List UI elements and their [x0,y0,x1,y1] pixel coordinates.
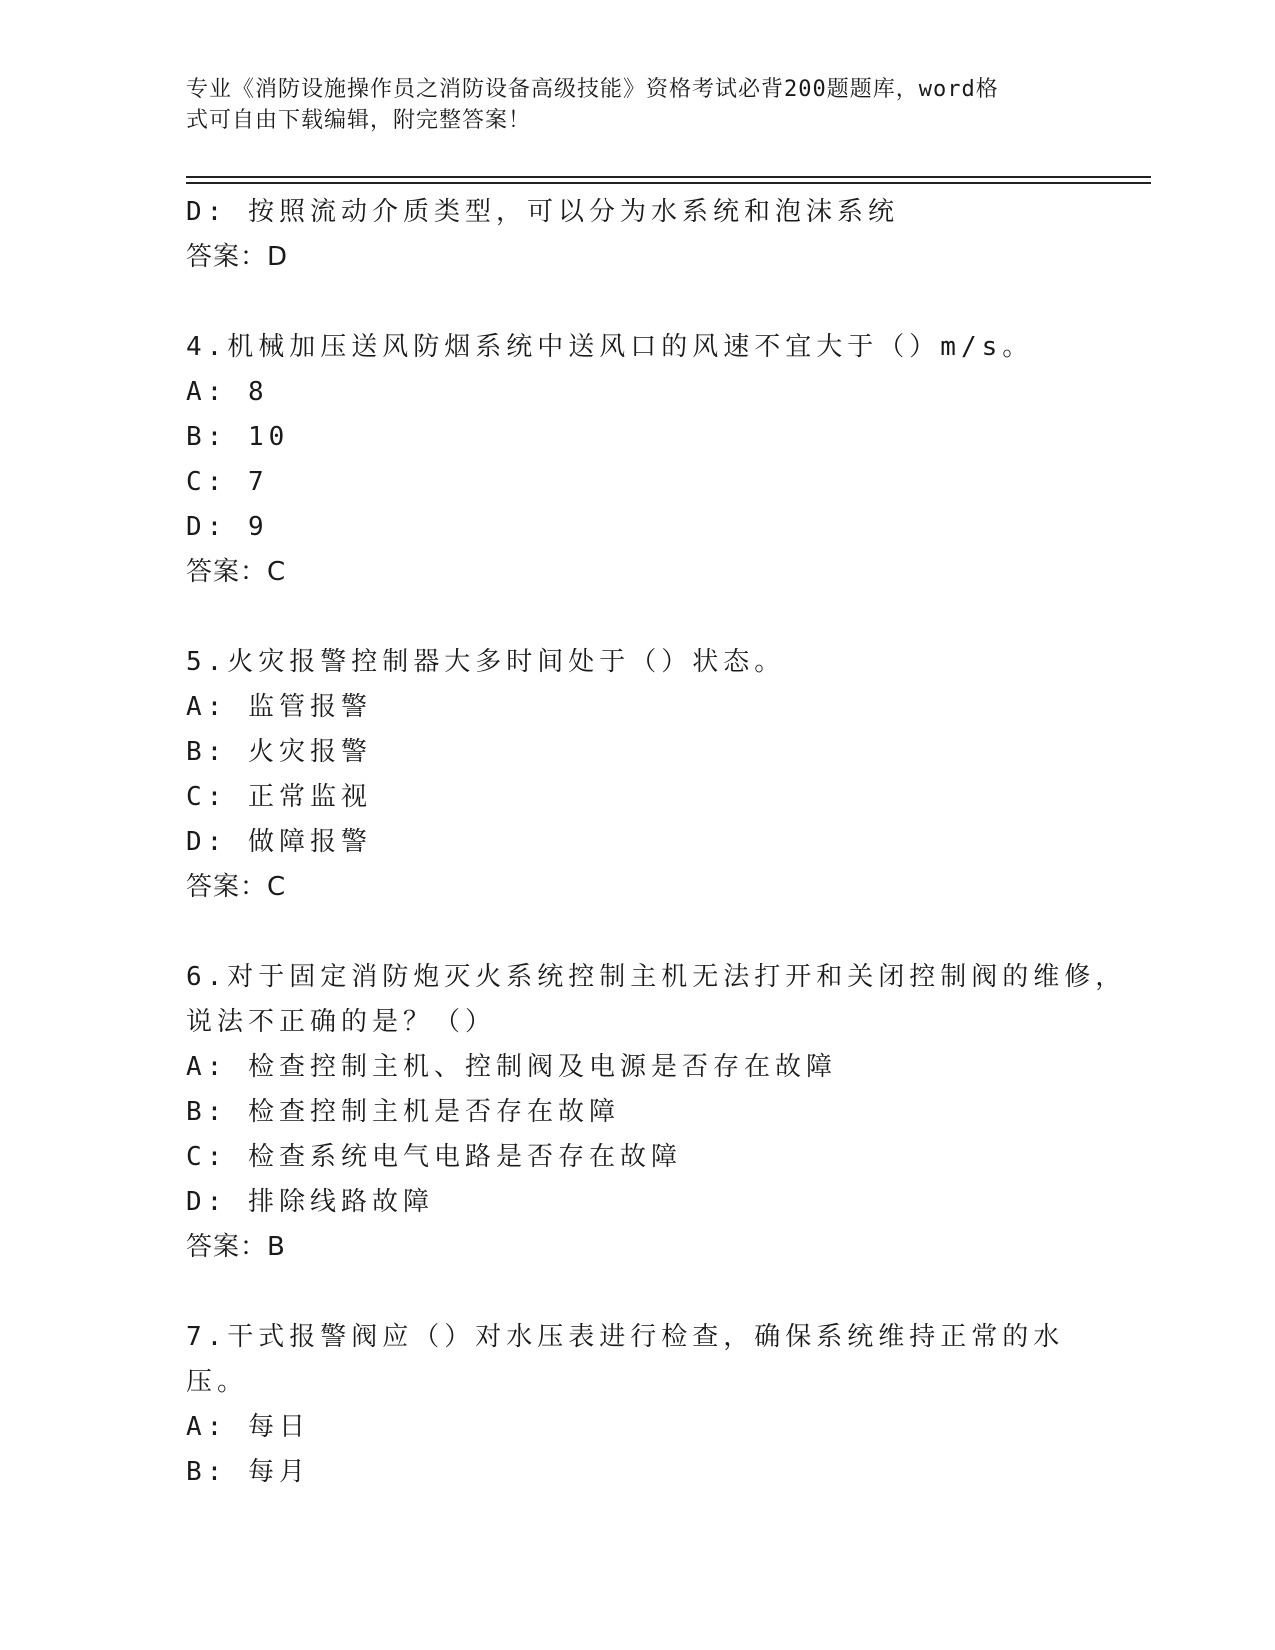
header-line-2: 式可自由下载编辑，附完整答案！ [186,108,532,133]
option-a: A: 监管报警 [186,692,372,722]
option-b: B: 火灾报警 [186,737,372,767]
question-4 [186,325,1086,595]
question-stem: 7.干式报警阀应（）对水压表进行检查，确保系统维持正常的水压。 [186,1322,1065,1397]
answer: 答案：C [186,557,287,587]
option-d: D: 按照流动介质类型，可以分为水系统和泡沫系统 [186,197,899,227]
option-a: A: 检查控制主机、控制阀及电源是否存在故障 [186,1052,837,1082]
answer: 答案：D [186,242,289,272]
header-rule-bottom [186,182,1151,184]
option-b: B: 10 [186,422,290,452]
option-d: D: 9 [186,512,269,542]
question-6 [186,955,1127,1270]
option-d: D: 排除线路故障 [186,1187,434,1217]
option-b: B: 每月 [186,1457,310,1487]
spacer [186,280,1086,325]
option-c: C: 检查系统电气电路是否存在故障 [186,1142,682,1172]
option-d: D: 做障报警 [186,827,372,857]
header-line-1: 专业《消防设施操作员之消防设备高级技能》资格考试必背200题题库，word格 [186,77,999,102]
question-stem: 5.火灾报警控制器大多时间处于（）状态。 [186,647,786,677]
question-7 [186,1315,1086,1495]
question-stem-line-2: 说法不正确的是？（） [186,1007,497,1037]
question-list [186,190,1127,1495]
option-c: C: 正常监视 [186,782,372,812]
spacer [186,910,1086,955]
question-5 [186,640,1086,910]
option-c: C: 7 [186,467,269,497]
question-stem: 4.机械加压送风防烟系统中送风口的风速不宜大于（）m/s。 [186,332,1034,362]
spacer [186,595,1086,640]
question-stem-line-1: 6.对于固定消防炮灭火系统控制主机无法打开和关闭控制阀的维修， [186,962,1127,992]
document-header [186,74,1066,136]
option-a: A: 每日 [186,1412,310,1442]
answer: 答案：B [186,1232,286,1262]
option-a: A: 8 [186,377,269,407]
option-b: B: 检查控制主机是否存在故障 [186,1097,620,1127]
answer: 答案：C [186,872,287,902]
question-3-tail [186,190,1086,280]
spacer [186,1270,1086,1315]
header-rule-top [186,176,1151,178]
